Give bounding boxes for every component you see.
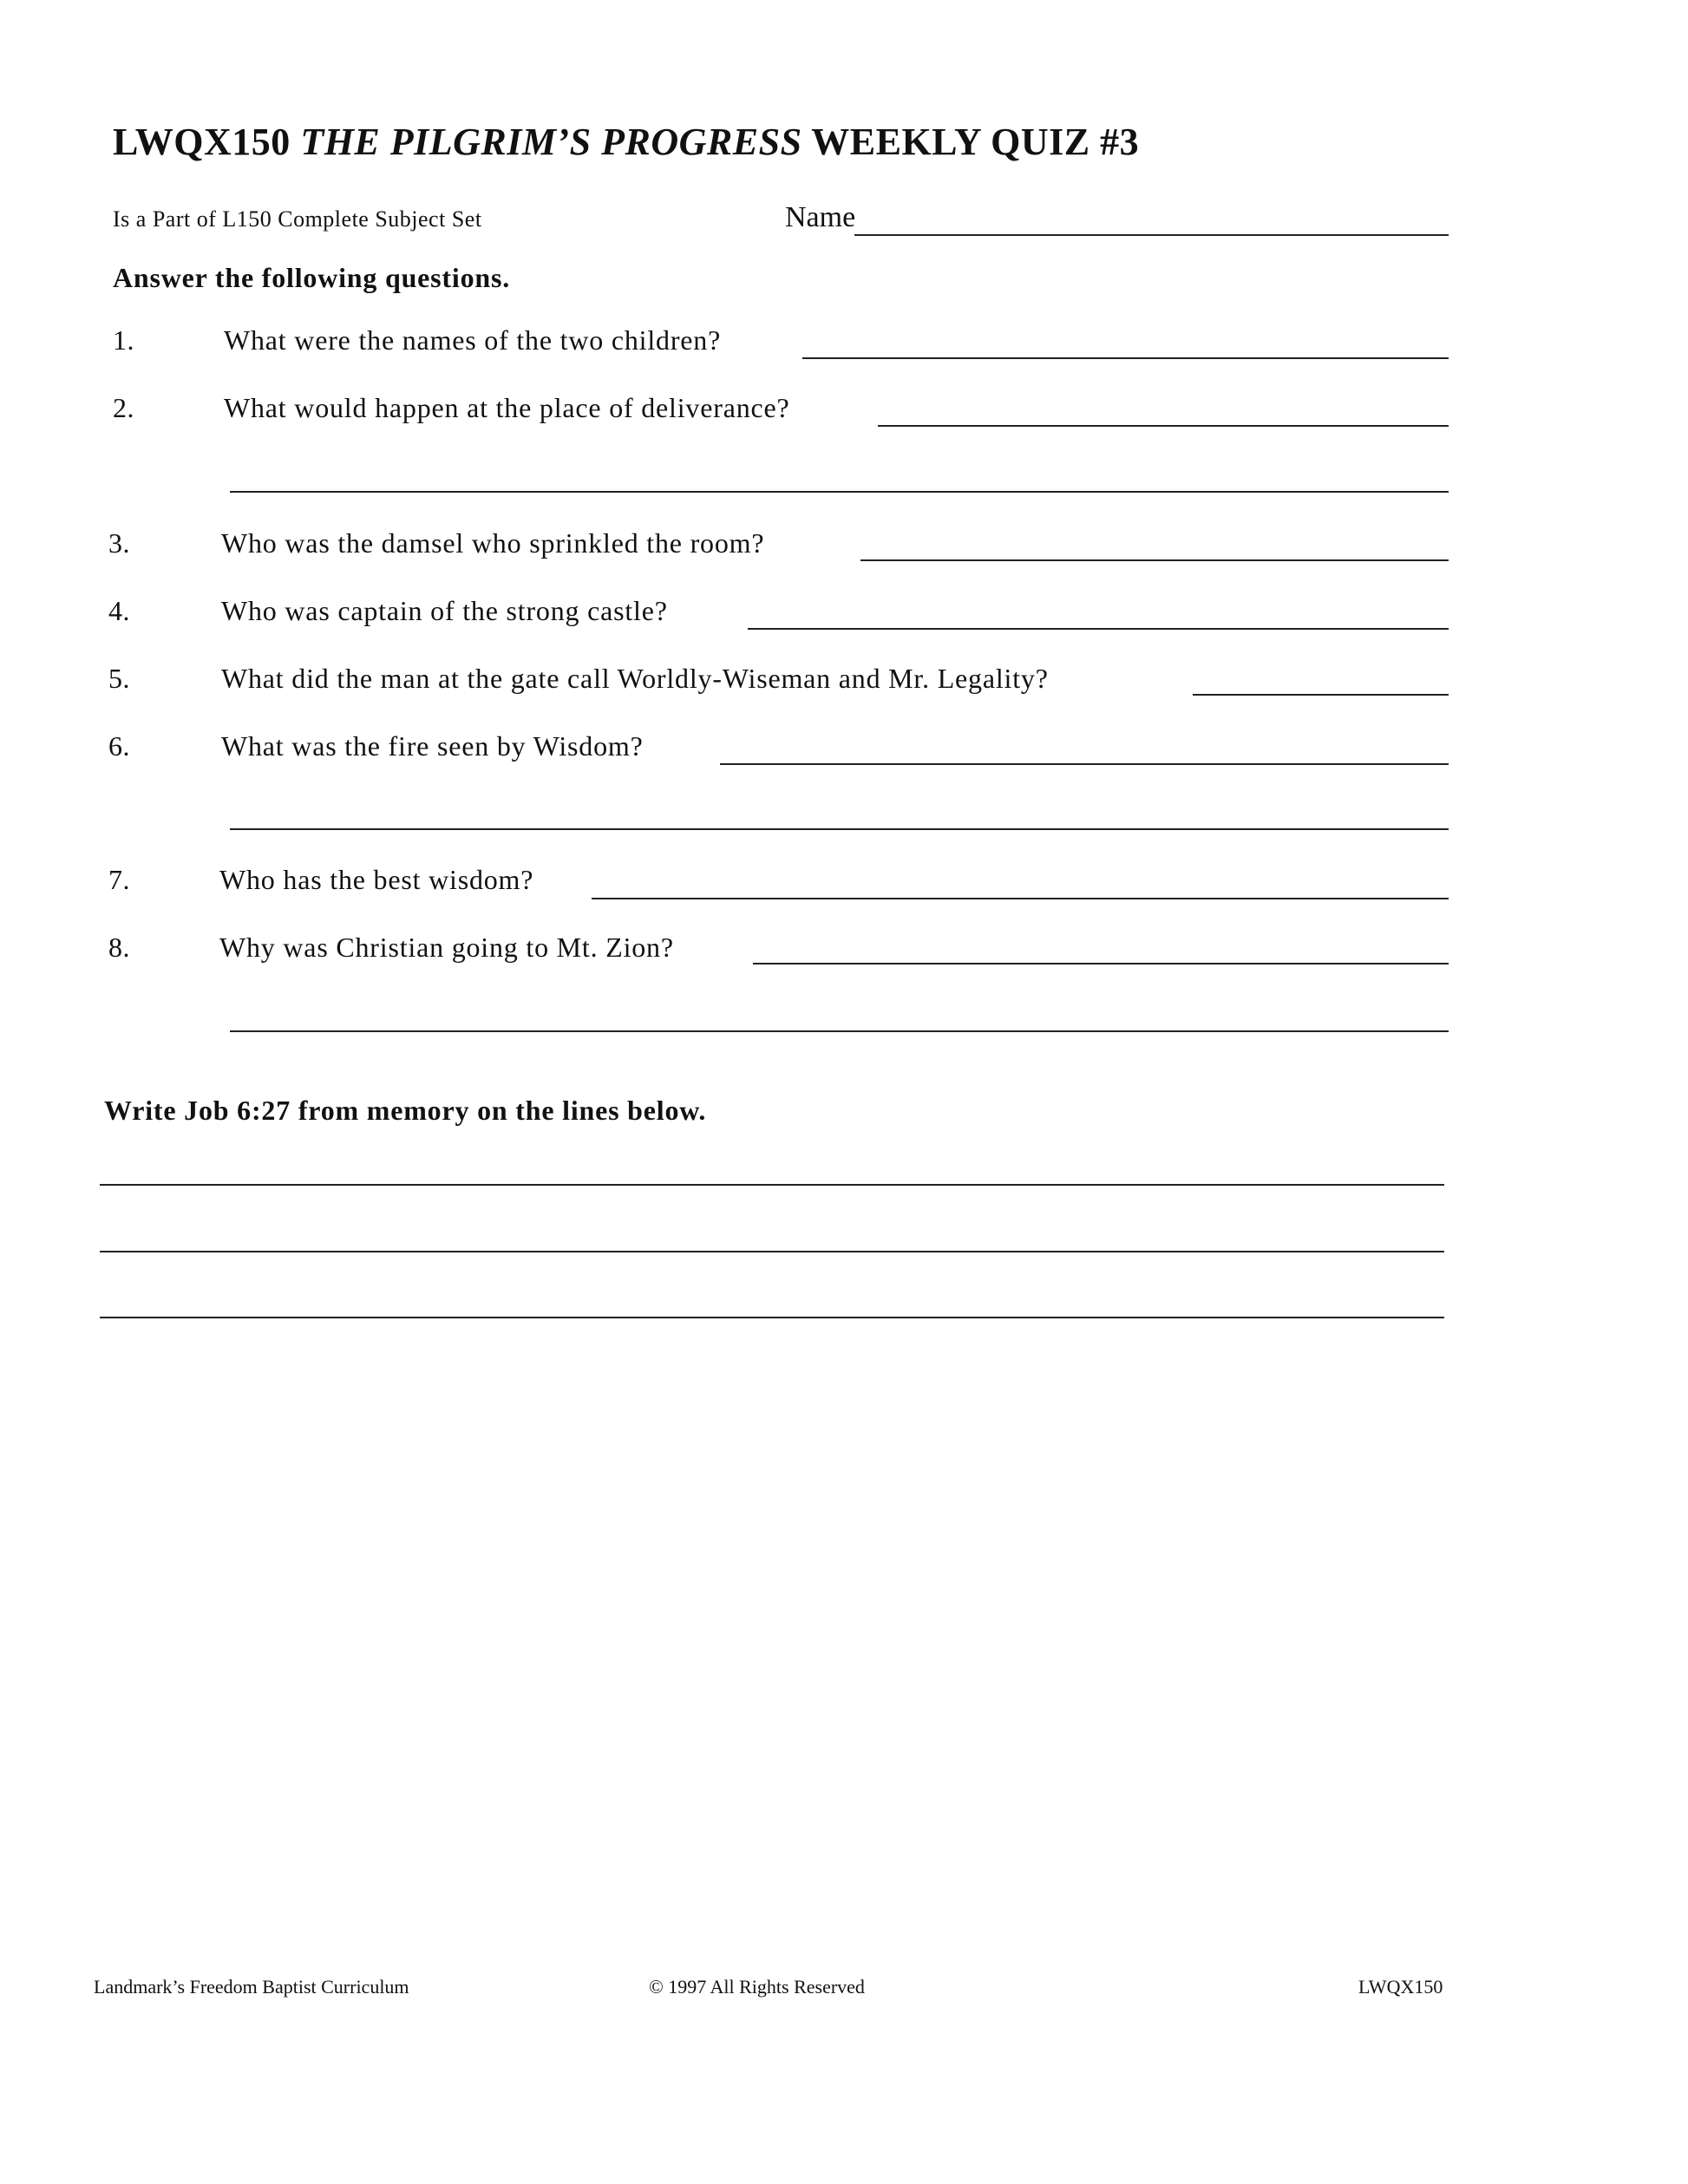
answer-instruction: Answer the following questions. xyxy=(113,262,511,293)
question-number: 3. xyxy=(108,527,130,559)
quiz-code: LWQX150 xyxy=(113,121,291,163)
quiz-label: WEEKLY QUIZ #3 xyxy=(811,121,1140,163)
question-text: What were the names of the two children? xyxy=(224,324,722,356)
memory-answer-line[interactable] xyxy=(100,1251,1444,1252)
memory-answer-line[interactable] xyxy=(100,1317,1444,1318)
question-text: Who has the best wisdom? xyxy=(219,864,534,895)
answer-line[interactable] xyxy=(592,898,1449,899)
question-number: 8. xyxy=(108,932,130,963)
question-text: Who was captain of the strong castle? xyxy=(221,595,668,626)
answer-line[interactable] xyxy=(748,628,1449,630)
answer-line[interactable] xyxy=(230,491,1449,493)
question-text: Who was the damsel who sprinkled the room? xyxy=(221,527,765,559)
book-title: THE PILGRIM’S PROGRESS xyxy=(300,121,802,163)
question-number: 2. xyxy=(113,392,134,423)
answer-line[interactable] xyxy=(802,357,1449,359)
question-text: What did the man at the gate call Worldly-Wiseman and Mr. Legality? xyxy=(221,663,1049,694)
answer-line[interactable] xyxy=(230,828,1449,830)
memory-instruction: Write Job 6:27 from memory on the lines below. xyxy=(104,1095,707,1126)
question-text: Why was Christian going to Mt. Zion? xyxy=(219,932,674,963)
footer-code: LWQX150 xyxy=(1358,1976,1443,1998)
question-number: 6. xyxy=(108,730,130,762)
footer-copyright: © 1997 All Rights Reserved xyxy=(649,1976,865,1998)
answer-line[interactable] xyxy=(878,425,1449,427)
name-label: Name xyxy=(785,201,856,233)
subset-note: Is a Part of L150 Complete Subject Set xyxy=(113,206,482,232)
answer-line[interactable] xyxy=(1193,694,1449,696)
question-number: 5. xyxy=(108,663,130,694)
answer-line[interactable] xyxy=(860,559,1449,561)
question-number: 7. xyxy=(108,864,130,895)
answer-line[interactable] xyxy=(720,763,1449,765)
answer-line[interactable] xyxy=(753,963,1449,964)
question-number: 4. xyxy=(108,595,130,626)
footer-curriculum: Landmark’s Freedom Baptist Curriculum xyxy=(94,1976,409,1998)
question-text: What was the fire seen by Wisdom? xyxy=(221,730,644,762)
question-text: What would happen at the place of deliverance? xyxy=(224,392,790,423)
question-number: 1. xyxy=(113,324,134,356)
answer-line[interactable] xyxy=(230,1030,1449,1032)
name-answer-line[interactable] xyxy=(854,234,1449,236)
quiz-title xyxy=(113,120,1139,164)
memory-answer-line[interactable] xyxy=(100,1184,1444,1186)
